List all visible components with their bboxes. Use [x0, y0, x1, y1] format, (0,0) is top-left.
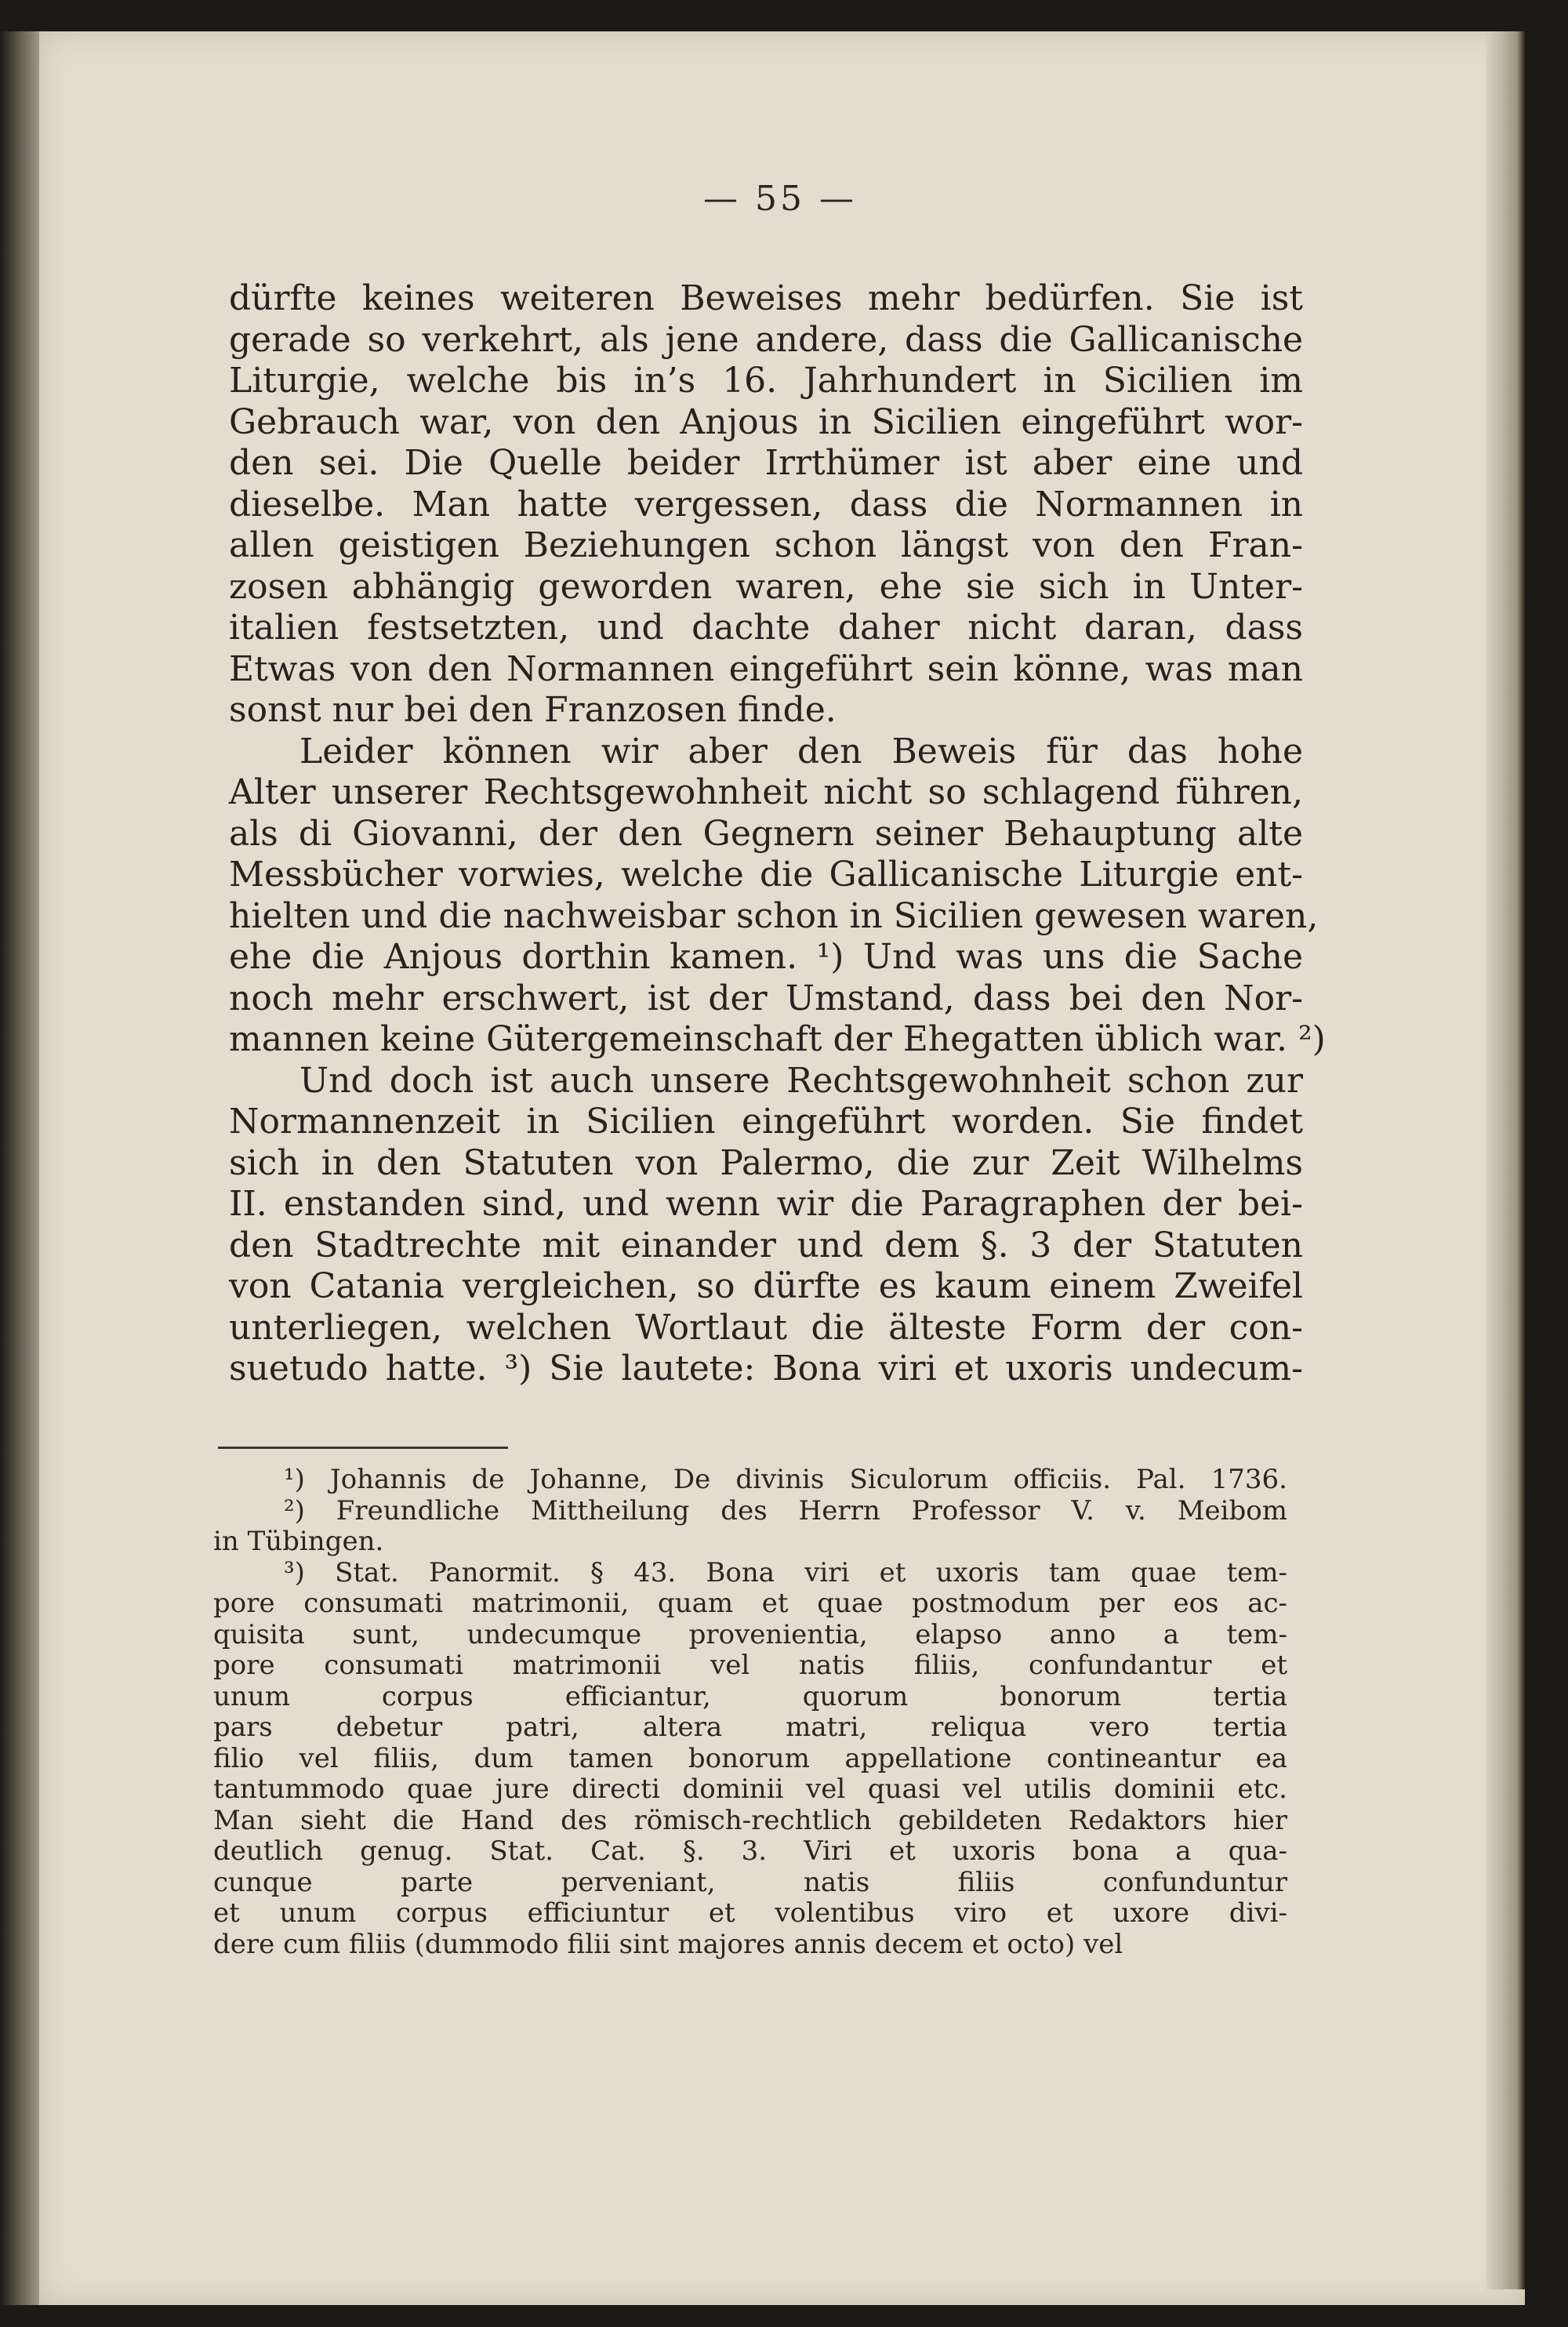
- page-number: — 55 —: [703, 179, 857, 219]
- body-line: Messbücher vorwies, welche die Gallicanische Liturgie ent-: [229, 855, 1303, 895]
- footnote-line: ²) Freundliche Mittheilung des Herrn Professor V. v. Meibom: [284, 1494, 1287, 1527]
- body-line: Alter unserer Rechtsgewohnheit nicht so schlagend führen,: [229, 772, 1303, 812]
- body-line: suetudo hatte. ³) Sie lautete: Bona viri et uxoris undecum-: [229, 1349, 1303, 1389]
- body-line: ehe die Anjous dorthin kamen. ¹) Und was uns die Sache: [229, 937, 1303, 977]
- footnote-line: pore consumati matrimonii, quam et quae postmodum per eos ac-: [213, 1588, 1287, 1619]
- footnote-line: pars debetur patri, altera matri, reliqua vero tertia: [213, 1712, 1287, 1743]
- body-line: italien festsetzten, und dachte daher nicht daran, dass: [229, 608, 1303, 648]
- footnote-line: dere cum filiis (dummodo filii sint majores annis decem et octo) vel: [213, 1928, 1123, 1960]
- body-line: gerade so verkehrt, als jene andere, dass die Gallicanische: [229, 319, 1303, 360]
- body-line: von Catania vergleichen, so dürfte es kaum einem Zweifel: [229, 1266, 1303, 1306]
- body-line: sich in den Statuten von Palermo, die zur Zeit Wilhelms: [229, 1142, 1303, 1183]
- body-line: dürfte keines weiteren Beweises mehr bedürfen. Sie ist: [229, 278, 1303, 318]
- body-line: unterliegen, welchen Wortlaut die älteste Form der con-: [229, 1307, 1303, 1348]
- body-line: dieselbe. Man hatte vergessen, dass die Normannen in: [229, 484, 1303, 525]
- body-line: den Stadtrechte mit einander und dem §. 3 der Statuten: [229, 1225, 1303, 1265]
- body-line: sonst nur bei den Franzosen finde.: [229, 690, 837, 730]
- footnote-line: Man sieht die Hand des römisch-rechtlich gebildeten Redaktors hier: [213, 1804, 1287, 1836]
- body-line: noch mehr erschwert, ist der Umstand, dass bei den Nor-: [229, 978, 1303, 1018]
- body-line: hielten und die nachweisbar schon in Sicilien gewesen waren,: [229, 895, 1319, 936]
- page-edge: [1486, 31, 1525, 2289]
- body-line: Normannenzeit in Sicilien eingeführt worden. Sie findet: [229, 1102, 1303, 1142]
- body-line: Liturgie, welche bis in’s 16. Jahrhundert in Sicilien im: [229, 361, 1303, 401]
- body-line: mannen keine Gütergemeinschaft der Ehegatten üblich war. ²): [229, 1019, 1326, 1059]
- footnote-line: ³) Stat. Panormit. § 43. Bona viri et uxoris tam quae tem-: [284, 1556, 1287, 1588]
- footnote-line: quisita sunt, undecumque provenientia, elapso anno a tem-: [213, 1618, 1287, 1650]
- footnote-line: deutlich genug. Stat. Cat. §. 3. Viri et uxoris bona a qua-: [213, 1835, 1287, 1867]
- footnote-line: pore consumati matrimonii vel natis filiis, confundantur et: [213, 1650, 1287, 1681]
- footnote-line: filio vel filiis, dum tamen bonorum appellatione contineantur ea: [213, 1742, 1287, 1774]
- footnote-rule: [218, 1447, 508, 1449]
- footnotes: [213, 1465, 1287, 1960]
- body-text: [229, 278, 1326, 1390]
- body-line: Und doch ist auch unsere Rechtsgewohnheit schon zur: [299, 1060, 1303, 1101]
- footnote-line: in Tübingen.: [213, 1526, 384, 1557]
- body-line: allen geistigen Beziehungen schon längst von den Fran-: [229, 525, 1303, 565]
- body-line: als di Giovanni, der den Gegnern seiner Behauptung alte: [229, 813, 1303, 854]
- footnote-line: tantummodo quae jure directi dominii vel quasi vel utilis dominii etc.: [213, 1773, 1287, 1805]
- footnote-line: et unum corpus efficiuntur et volentibus viro et uxore divi-: [213, 1897, 1287, 1929]
- footnote-line: cunque parte perveniant, natis filiis confunduntur: [213, 1866, 1287, 1898]
- body-line: den sei. Die Quelle beider Irrthümer ist aber eine und: [229, 443, 1303, 483]
- body-line: Etwas von den Normannen eingeführt sein könne, was man: [229, 648, 1303, 689]
- body-line: zosen abhängig geworden waren, ehe sie sich in Unter-: [229, 566, 1303, 607]
- body-line: II. enstanden sind, und wenn wir die Paragraphen der bei-: [229, 1184, 1303, 1224]
- footnote-line: unum corpus efficiantur, quorum bonorum tertia: [213, 1680, 1287, 1712]
- body-line: Gebrauch war, von den Anjous in Sicilien eingeführt wor-: [229, 401, 1303, 442]
- body-line: Leider können wir aber den Beweis für das hohe: [299, 731, 1303, 771]
- footnote-line: ¹) Johannis de Johanne, De divinis Siculorum officiis. Pal. 1736.: [284, 1464, 1287, 1495]
